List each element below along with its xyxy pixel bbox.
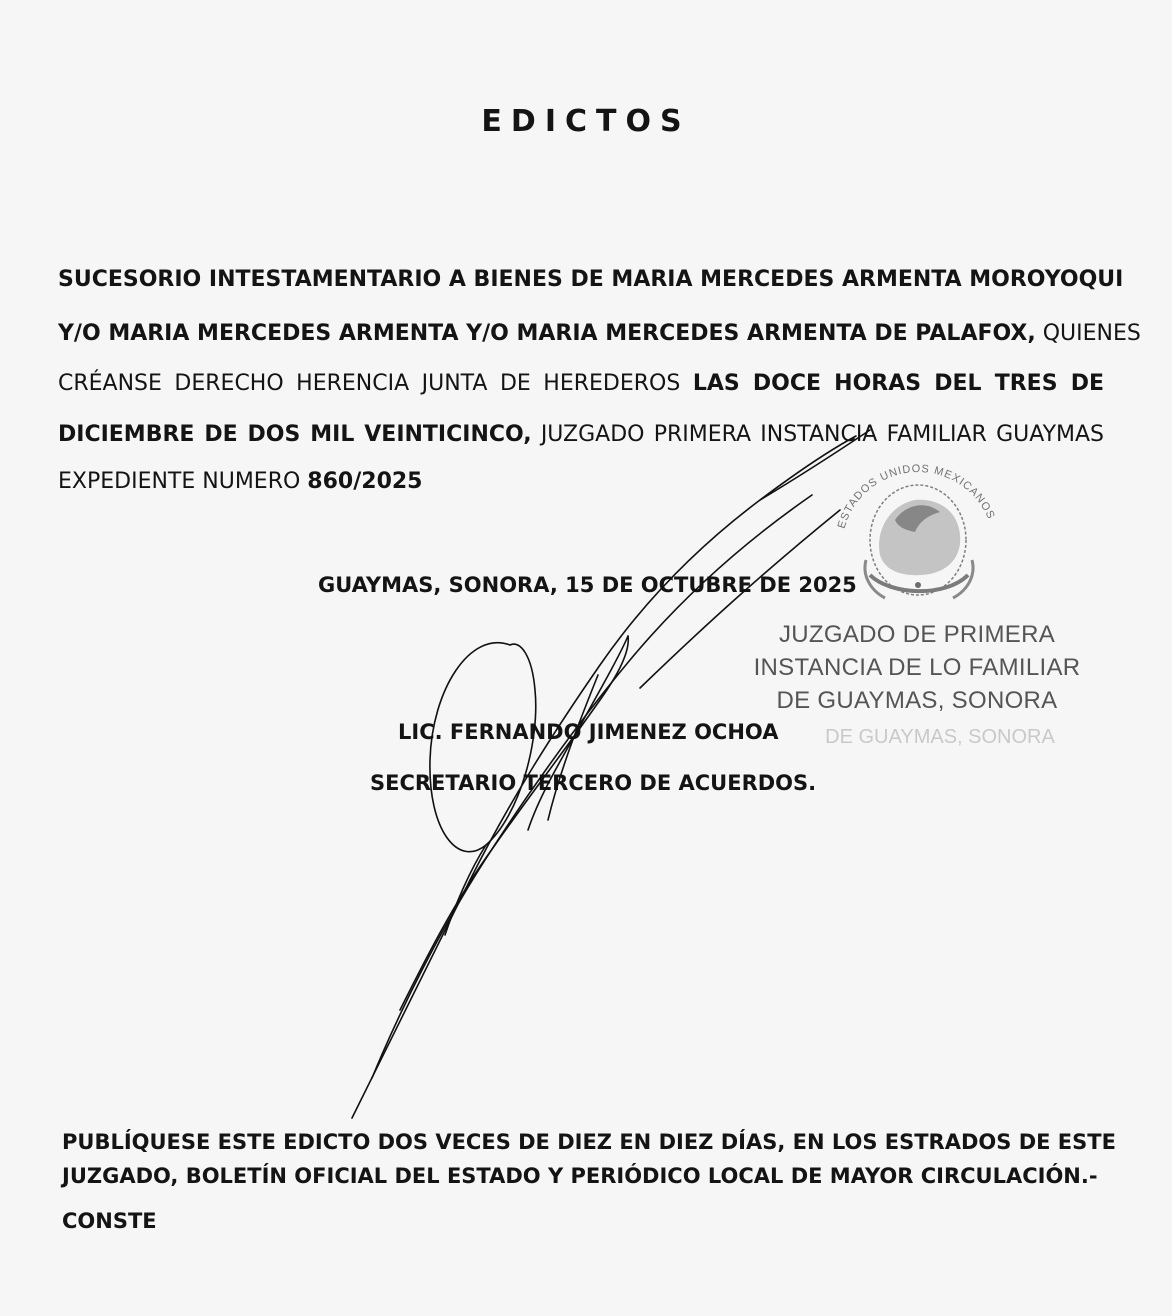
seal-ghost-impression: DE GUAYMAS, SONORA [825, 726, 1055, 748]
body-line-3-bold: LAS DOCE HORAS DEL TRES DE [692, 371, 1104, 396]
expediente-label: EXPEDIENTE NUMERO [58, 469, 308, 494]
seal-line-3: DE GUAYMAS, SONORA [776, 687, 1058, 714]
signatory-name: LIC. FERNANDO JIMENEZ OCHOA [398, 720, 779, 744]
body-line-4-normal: JUZGADO PRIMERA INSTANCIA FAMILIAR GUAYMAS [531, 422, 1104, 447]
document-title: EDICTOS [481, 104, 691, 139]
seal-arc-text: ESTADOS UNIDOS MEXICANOS [835, 462, 998, 531]
seal-line-2: INSTANCIA DE LO FAMILIAR [753, 654, 1081, 681]
handwritten-signature [352, 430, 870, 1118]
signatory-position: SECRETARIO TERCERO DE ACUERDOS. [370, 771, 817, 795]
body-line-1: SUCESORIO INTESTAMENTARIO A BIENES DE MARIA MERCEDES ARMENTA MOROYOQUI [58, 267, 1124, 292]
publication-line-2: JUZGADO, BOLETÍN OFICIAL DEL ESTADO Y PERIÓDICO LOCAL DE MAYOR CIRCULACIÓN.- [62, 1164, 1098, 1188]
body-line-3-normal: CRÉANSE DERECHO HERENCIA JUNTA DE HEREDEROS [58, 371, 693, 396]
place-date: GUAYMAS, SONORA, 15 DE OCTUBRE DE 2025 [318, 573, 857, 597]
body-line-2-bold: Y/O MARIA MERCEDES ARMENTA Y/O MARIA MERCEDES ARMENTA DE PALAFOX, [58, 321, 1036, 346]
publication-line-1: PUBLÍQUESE ESTE EDICTO DOS VECES DE DIEZ EN DIEZ DÍAS, EN LOS ESTRADOS DE ESTE [62, 1130, 1116, 1154]
body-line-2-normal: QUIENES [1035, 321, 1141, 346]
body-line-4-bold: DICIEMBRE DE DOS MIL VEINTICINCO, [58, 422, 532, 447]
publication-line-3: CONSTE [62, 1209, 157, 1233]
mexican-eagle-emblem-icon [865, 485, 973, 598]
expediente-number: 860/2025 [307, 469, 423, 494]
official-seal [836, 463, 997, 598]
seal-line-1: JUZGADO DE PRIMERA [778, 621, 1056, 648]
